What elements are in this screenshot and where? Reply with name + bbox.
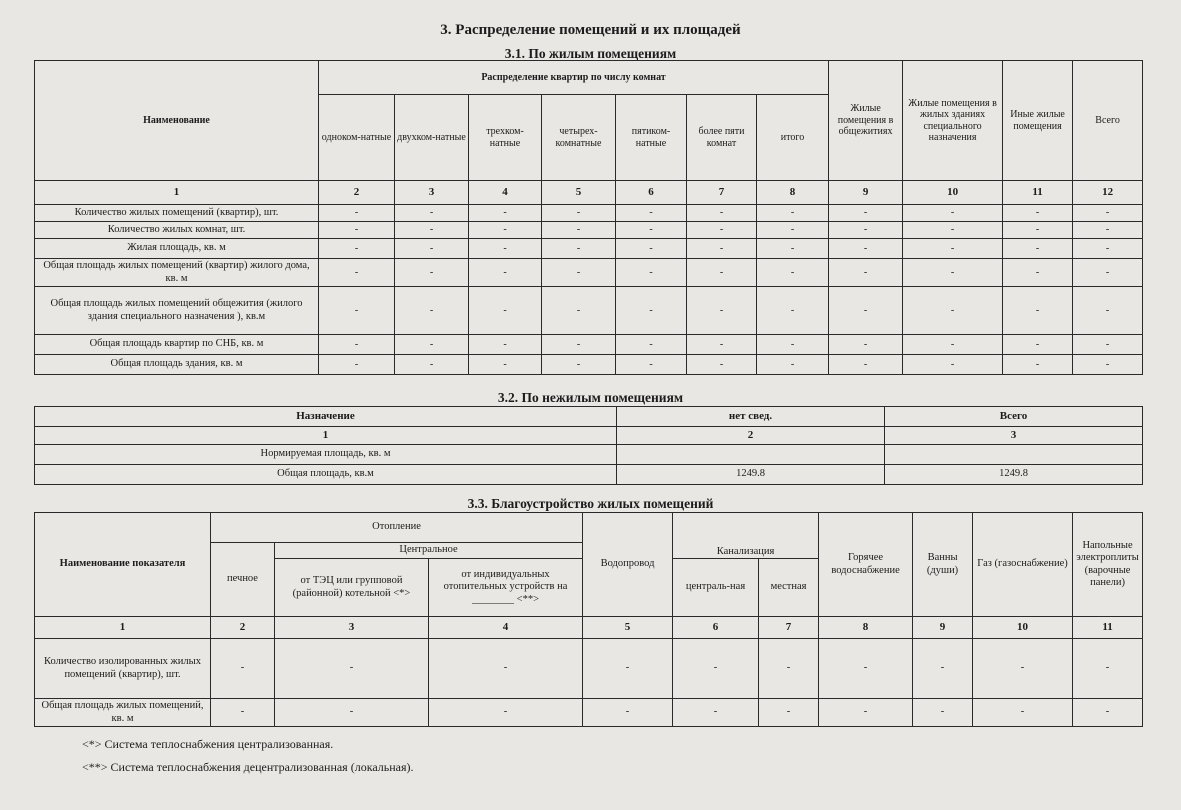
- stove-heating-header: печное: [211, 543, 275, 617]
- cell-value: -: [1073, 335, 1143, 355]
- cell-value: -: [903, 259, 1003, 287]
- col-dormitory-header: Жилые помещения в общежитиях: [829, 61, 903, 181]
- col-number: 11: [1073, 617, 1143, 639]
- table-row: [35, 699, 1143, 727]
- cell-value: -: [542, 205, 616, 222]
- tec-heating-header: от ТЭЦ или групповой (районной) котельной <*>: [275, 559, 429, 617]
- cell-value: -: [829, 222, 903, 239]
- rooms-group-header: Распределение квартир по числу комнат: [319, 61, 829, 95]
- cell-value: -: [1003, 287, 1073, 335]
- purpose-header: Назначение: [35, 407, 617, 427]
- cell-value: -: [469, 205, 542, 222]
- table-row: [35, 355, 1143, 375]
- col-number: 2: [617, 427, 885, 445]
- cell-value: -: [542, 355, 616, 375]
- col-number: 1: [35, 181, 319, 205]
- table-row: [35, 259, 1143, 287]
- cell-value: -: [757, 287, 829, 335]
- cell-value: [617, 445, 885, 465]
- cell-value: -: [1073, 639, 1143, 699]
- cell-value: -: [687, 335, 757, 355]
- cell-value: -: [757, 259, 829, 287]
- cell-value: -: [469, 222, 542, 239]
- cell-value: -: [469, 335, 542, 355]
- col-number: 2: [211, 617, 275, 639]
- sewerage-header: Канализация: [673, 513, 819, 559]
- col-header: итого: [757, 95, 829, 181]
- row-label: Общая площадь квартир по СНБ, кв. м: [35, 335, 319, 355]
- total-header: Всего: [885, 407, 1143, 427]
- amenities-subtitle: 3.3. Благоустройство жилых помещений: [467, 496, 714, 511]
- cell-value: -: [829, 287, 903, 335]
- cell-value: -: [1073, 259, 1143, 287]
- cell-value: -: [469, 259, 542, 287]
- heating-header: Отопление: [211, 513, 583, 543]
- cell-value: -: [759, 639, 819, 699]
- col-header: более пяти комнат: [687, 95, 757, 181]
- cell-value: -: [542, 287, 616, 335]
- col-header: трехком-натные: [469, 95, 542, 181]
- col-total-header: Всего: [1073, 61, 1143, 181]
- row-label: Общая площадь жилых помещений, кв. м: [35, 699, 211, 727]
- cell-value: -: [757, 205, 829, 222]
- nonresidential-subtitle: 3.2. По нежилым помещениям: [497, 390, 684, 405]
- col-number: 1: [35, 427, 617, 445]
- col-special-header: Жилые помещения в жилых зданиях специального назначения: [903, 61, 1003, 181]
- col-number: 4: [429, 617, 583, 639]
- cell-value: [885, 445, 1143, 465]
- cell-value: -: [275, 699, 429, 727]
- footnote-central: <*> Система теплоснабжения централизованная.: [82, 737, 334, 751]
- col-header: четырех-комнатные: [542, 95, 616, 181]
- cell-value: -: [687, 259, 757, 287]
- col-header: пятиком-натные: [616, 95, 687, 181]
- cell-value: -: [1073, 222, 1143, 239]
- col-number: 3: [275, 617, 429, 639]
- cell-value: -: [903, 205, 1003, 222]
- cell-value: -: [673, 699, 759, 727]
- cell-value: -: [395, 335, 469, 355]
- cell-value: 1249.8: [617, 465, 885, 485]
- cell-value: -: [759, 699, 819, 727]
- table-row: [35, 445, 1143, 465]
- cell-value: 1249.8: [885, 465, 1143, 485]
- cell-value: -: [395, 355, 469, 375]
- col-number: 8: [757, 181, 829, 205]
- amenities-table: [34, 512, 1143, 727]
- central-heating-header: Центральное: [275, 543, 583, 559]
- cell-value: -: [819, 699, 913, 727]
- amenities-name-header: Наименование показателя: [35, 513, 211, 617]
- col-number: 3: [885, 427, 1143, 445]
- col-header: двухком-натные: [395, 95, 469, 181]
- cell-value: -: [757, 335, 829, 355]
- table-row: [35, 465, 1143, 485]
- row-label: Количество изолированных жилых помещений (квартир), шт.: [35, 639, 211, 699]
- col-number: 9: [829, 181, 903, 205]
- col-header: одноком-натные: [319, 95, 395, 181]
- row-label: Общая площадь, кв.м: [35, 465, 617, 485]
- cell-value: -: [469, 355, 542, 375]
- col-number: 11: [1003, 181, 1073, 205]
- cell-value: -: [1003, 335, 1073, 355]
- cell-value: -: [829, 205, 903, 222]
- cell-value: -: [829, 335, 903, 355]
- col-other-header: Иные жилые помещения: [1003, 61, 1073, 181]
- cell-value: -: [1003, 205, 1073, 222]
- cell-value: -: [903, 287, 1003, 335]
- cell-value: -: [903, 239, 1003, 259]
- footnote-decentral: <**> Система теплоснабжения децентрализованная (локальная).: [82, 760, 414, 774]
- cell-value: -: [319, 205, 395, 222]
- cell-value: -: [829, 259, 903, 287]
- cell-value: -: [687, 222, 757, 239]
- section-title: 3. Распределение помещений и их площадей: [440, 22, 741, 38]
- cell-value: -: [429, 699, 583, 727]
- table-row: [35, 287, 1143, 335]
- row-label: Общая площадь здания, кв. м: [35, 355, 319, 375]
- cell-value: -: [1003, 259, 1073, 287]
- cell-value: -: [819, 639, 913, 699]
- cell-value: -: [395, 259, 469, 287]
- cell-value: -: [542, 335, 616, 355]
- cell-value: -: [913, 639, 973, 699]
- cell-value: -: [211, 639, 275, 699]
- cell-value: -: [319, 222, 395, 239]
- col-number: 12: [1073, 181, 1143, 205]
- cell-value: -: [319, 355, 395, 375]
- col-number: 6: [616, 181, 687, 205]
- table-row: [35, 239, 1143, 259]
- col-number: 5: [583, 617, 673, 639]
- table-row: [35, 222, 1143, 239]
- cell-value: -: [275, 639, 429, 699]
- cell-value: -: [542, 222, 616, 239]
- cell-value: -: [616, 205, 687, 222]
- col-number: 10: [973, 617, 1073, 639]
- no-info-header: нет свед.: [617, 407, 885, 427]
- water-header: Водопровод: [583, 513, 673, 617]
- cell-value: -: [395, 287, 469, 335]
- cell-value: -: [687, 205, 757, 222]
- cell-value: -: [829, 355, 903, 375]
- baths-header: Ванны (души): [913, 513, 973, 617]
- cell-value: -: [1073, 287, 1143, 335]
- col-number: 3: [395, 181, 469, 205]
- nonresidential-table: [34, 406, 1143, 485]
- sewerage-local-header: местная: [759, 559, 819, 617]
- cell-value: -: [319, 259, 395, 287]
- cell-value: -: [542, 259, 616, 287]
- cell-value: -: [903, 335, 1003, 355]
- cell-value: -: [687, 355, 757, 375]
- col-number: 9: [913, 617, 973, 639]
- row-label: Общая площадь жилых помещений общежития (жилого здания специального назначения ), кв.м: [35, 287, 319, 335]
- table-row: [35, 335, 1143, 355]
- cell-value: -: [542, 239, 616, 259]
- cell-value: -: [1073, 699, 1143, 727]
- residential-name-header: Наименование: [35, 61, 319, 181]
- col-number: 4: [469, 181, 542, 205]
- cell-value: -: [429, 639, 583, 699]
- cell-value: -: [1003, 222, 1073, 239]
- cell-value: -: [583, 639, 673, 699]
- cell-value: -: [211, 699, 275, 727]
- cell-value: -: [1073, 239, 1143, 259]
- cell-value: -: [673, 639, 759, 699]
- cell-value: -: [616, 259, 687, 287]
- gas-header: Газ (газоснабжение): [973, 513, 1073, 617]
- row-label: Количество жилых комнат, шт.: [35, 222, 319, 239]
- row-label: Жилая площадь, кв. м: [35, 239, 319, 259]
- row-label: Общая площадь жилых помещений (квартир) жилого дома, кв. м: [35, 259, 319, 287]
- cell-value: -: [687, 239, 757, 259]
- cell-value: -: [757, 222, 829, 239]
- cell-value: -: [469, 239, 542, 259]
- col-number: 10: [903, 181, 1003, 205]
- col-number: 6: [673, 617, 759, 639]
- cell-value: -: [395, 239, 469, 259]
- cell-value: -: [469, 287, 542, 335]
- hot-water-header: Горячее водоснабжение: [819, 513, 913, 617]
- cell-value: -: [1073, 205, 1143, 222]
- cell-value: -: [903, 355, 1003, 375]
- cell-value: -: [1003, 239, 1073, 259]
- table-row: [35, 205, 1143, 222]
- electric-stoves-header: Напольные электроплиты (варочные панели): [1073, 513, 1143, 617]
- cell-value: -: [616, 335, 687, 355]
- row-label: Количество жилых помещений (квартир), шт.: [35, 205, 319, 222]
- cell-value: -: [616, 287, 687, 335]
- col-number: 8: [819, 617, 913, 639]
- cell-value: -: [319, 335, 395, 355]
- col-number: 7: [687, 181, 757, 205]
- cell-value: -: [913, 699, 973, 727]
- col-number: 7: [759, 617, 819, 639]
- cell-value: -: [903, 222, 1003, 239]
- cell-value: -: [687, 287, 757, 335]
- cell-value: -: [395, 222, 469, 239]
- cell-value: -: [616, 222, 687, 239]
- residential-table: [34, 60, 1143, 375]
- cell-value: -: [973, 639, 1073, 699]
- row-label: Нормируемая площадь, кв. м: [35, 445, 617, 465]
- cell-value: -: [319, 287, 395, 335]
- col-number: 2: [319, 181, 395, 205]
- col-number: 1: [35, 617, 211, 639]
- sewerage-central-header: централь-ная: [673, 559, 759, 617]
- cell-value: -: [1003, 355, 1073, 375]
- cell-value: -: [757, 239, 829, 259]
- cell-value: -: [319, 239, 395, 259]
- individual-heating-header: от индивидуальных отопительных устройств на ________ <**>: [429, 559, 583, 617]
- cell-value: -: [757, 355, 829, 375]
- cell-value: -: [583, 699, 673, 727]
- cell-value: -: [616, 239, 687, 259]
- cell-value: -: [973, 699, 1073, 727]
- cell-value: -: [1073, 355, 1143, 375]
- cell-value: -: [616, 355, 687, 375]
- col-number: 5: [542, 181, 616, 205]
- cell-value: -: [395, 205, 469, 222]
- cell-value: -: [829, 239, 903, 259]
- table-row: [35, 639, 1143, 699]
- residential-subtitle: 3.1. По жилым помещениям: [504, 46, 677, 61]
